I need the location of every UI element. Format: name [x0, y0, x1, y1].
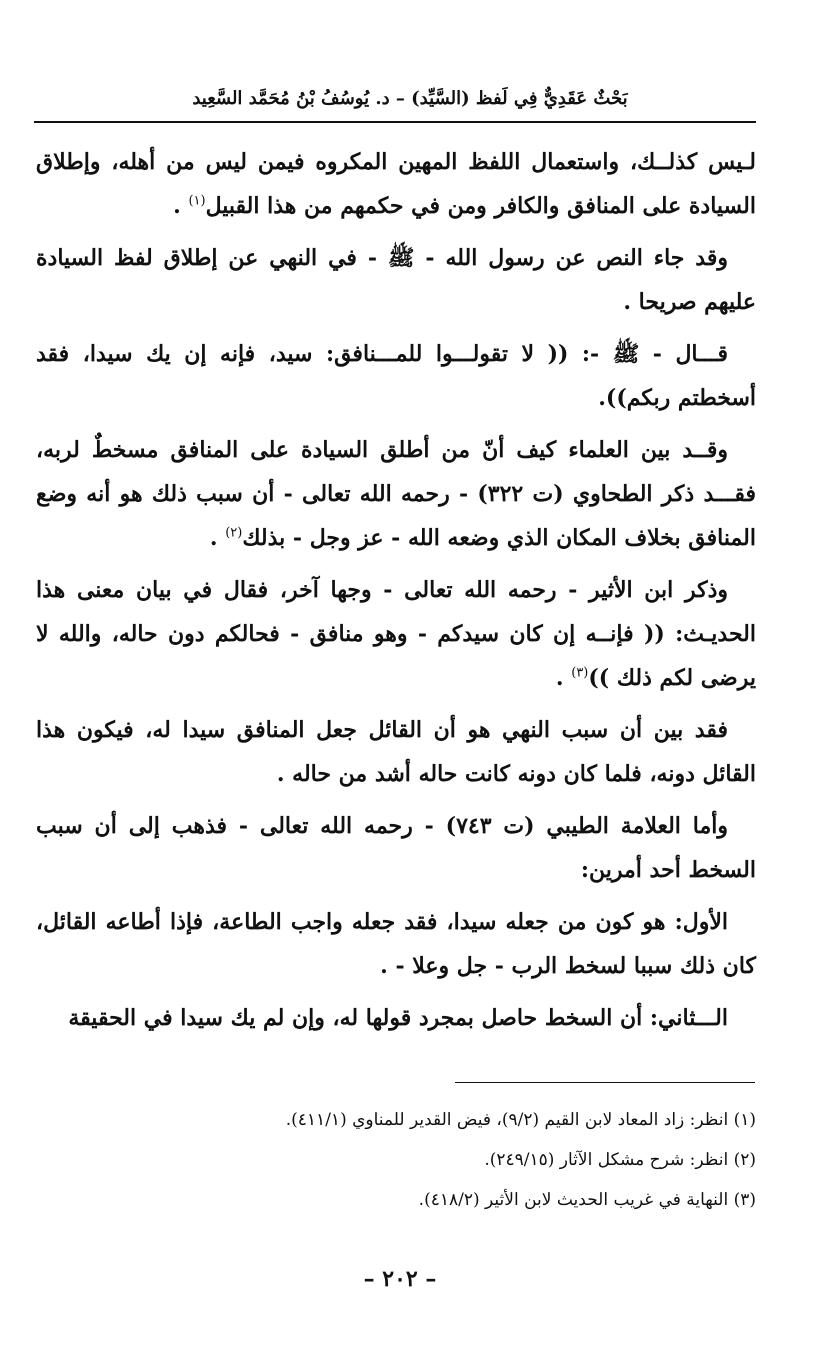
page-number: – ٢٠٢ – [363, 1266, 437, 1292]
paragraph-tail: . [209, 525, 226, 551]
footnote-ref: (٣) [571, 665, 589, 681]
paragraph-text: لـيس كذلــك، واستعمال اللفظ المهين المكروه فيمن ليس من أهله، وإطلاق السيادة على المنافق والكافر ومن في حكمهم من هذا القبيل [36, 149, 756, 219]
paragraph-tail: . [555, 665, 572, 691]
footnote: (١) انظر: زاد المعاد لابن القيم (٩/٢)، فيض القدير للمناوي (٤١١/١). [285, 1110, 756, 1130]
paragraph-text: فقد بين أن سبب النهي هو أن القائل جعل المنافق سيدا له، فيكون هذا القائل دونه، فلما كان دونه كانت حاله أشد من حاله . [36, 717, 756, 787]
paragraph [36, 708, 756, 796]
paragraph-text: قـــال - ﷺ -: (( لا تقولـــوا للمـــنافق: سيد، فإنه إن يك سيدا، فقد أسخطتم ربكم)). [36, 341, 756, 411]
header-rule [34, 121, 756, 123]
paragraph-text: وقد جاء النص عن رسول الله - ﷺ - في النهي عن إطلاق لفظ السيادة عليهم صريحا . [36, 245, 756, 315]
footnote-rule [455, 1082, 755, 1083]
paragraph [36, 996, 756, 1040]
paragraph-tail: . [173, 193, 189, 219]
footnote-ref: (٢) [225, 525, 243, 541]
running-header: بَحْثٌ عَقَدِيٌّ فِي لَفظ (السَّيِّد) – د. يُوسُفُ بْنُ مُحَمَّد السَّعِيد [192, 88, 628, 109]
footnote: (٣) النهاية في غريب الحديث لابن الأثير (٤١٨/٢). [418, 1190, 756, 1210]
paragraph-text: وذكر ابن الأثير - رحمه الله تعالى - وجها آخر، فقال في بيان معنى هذا الحديـث: (( فإنــه إن كان سيدكم - وهو منافق - فحالكم دون حاله، والله لا يرضى لكم ذلك )) [36, 577, 756, 691]
paragraph-text: وقــد بين العلماء كيف أنّ من أطلق السيادة على المنافق مسخطٌ لربه، فقـــد ذكر الطحاوي (ت ٣٢٢) - رحمه الله تعالى - أن سبب ذلك هو أنه وضع المنافق بخلاف المكان الذي وضعه الله - عز وجل - بذلك [36, 437, 756, 551]
paragraph [36, 568, 756, 700]
paragraph-text: وأما العلامة الطيبي (ت ٧٤٣) - رحمه الله تعالى - فذهب إلى أن سبب السخط أحد أمرين: [36, 813, 756, 883]
paragraph [36, 332, 756, 420]
paragraph [36, 804, 756, 892]
paragraph [36, 428, 756, 560]
paragraph-text: الأول: هو كون من جعله سيدا، فقد جعله واجب الطاعة، فإذا أطاعه القائل، كان ذلك سببا لسخط الرب - جل وعلا - . [36, 909, 756, 979]
paragraph [36, 900, 756, 988]
paragraph [36, 140, 756, 228]
body-text [36, 140, 756, 1048]
footnote-ref: (١) [188, 193, 206, 209]
paragraph-text: الـــثاني: أن السخط حاصل بمجرد قولها له، وإن لم يك سيدا في الحقيقة [68, 1005, 728, 1031]
footnote: (٢) انظر: شرح مشكل الآثار (٢٤٩/١٥). [484, 1150, 756, 1170]
paragraph [36, 236, 756, 324]
footnotes [60, 1100, 756, 1220]
